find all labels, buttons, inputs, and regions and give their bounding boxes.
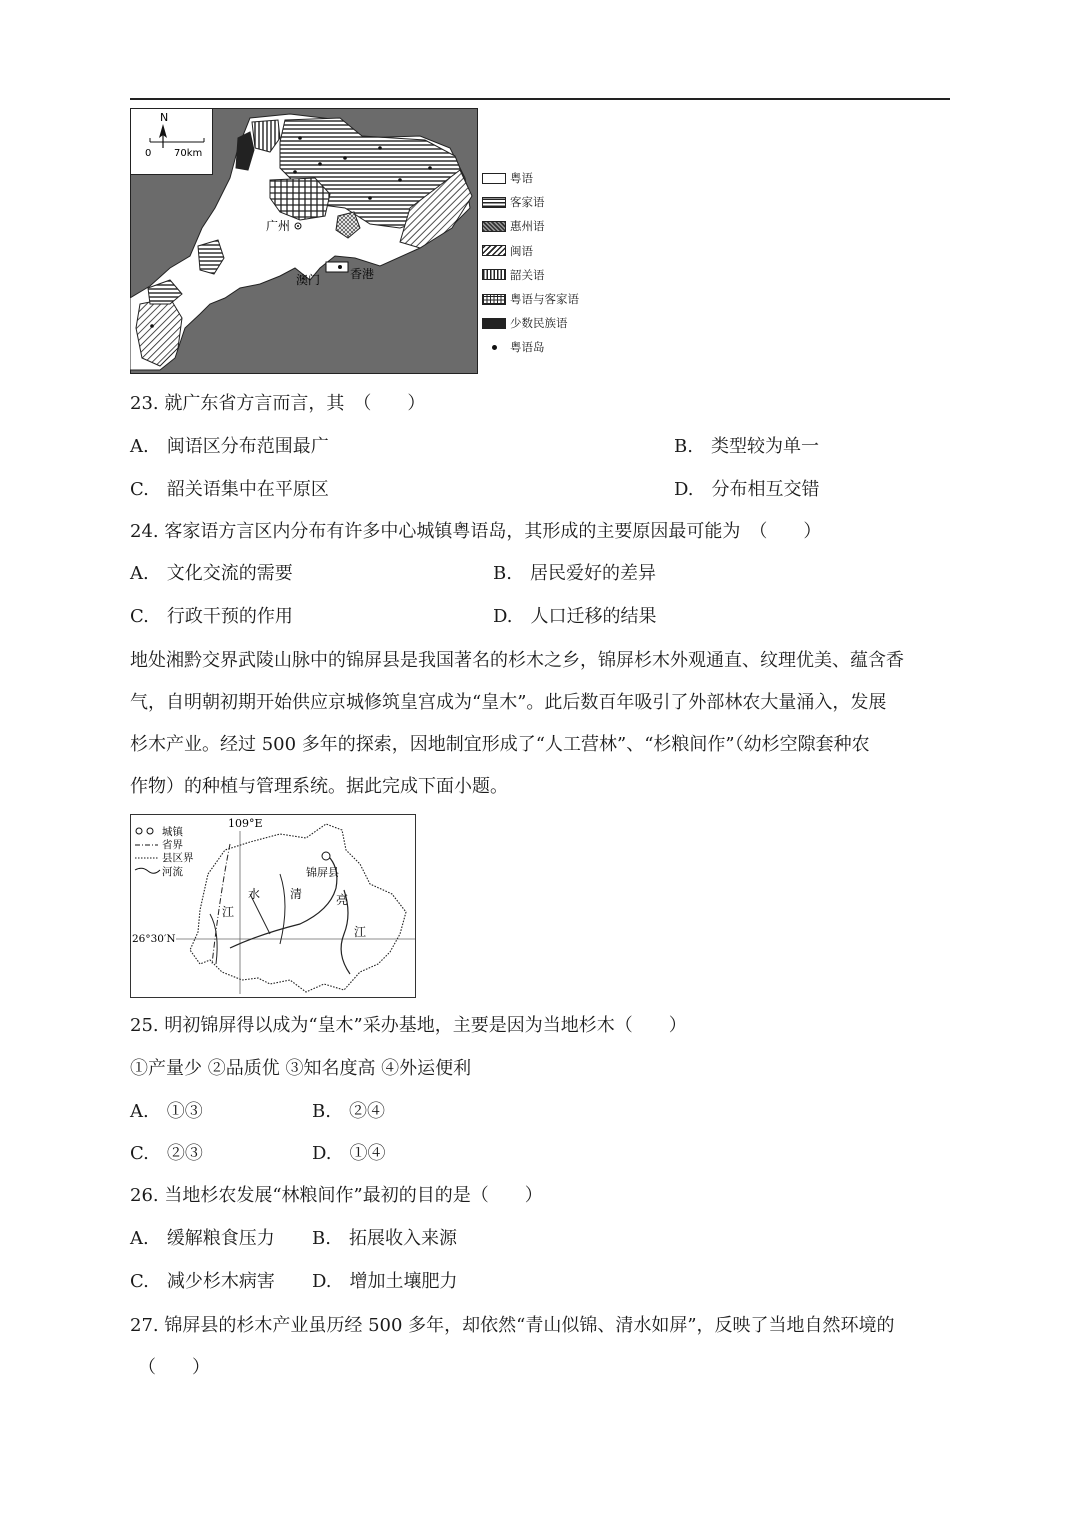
river-char: 清 [290,887,303,901]
river-char: 亮 [336,893,349,907]
q23-stem: 23. 就广东省方言而言，其 （ ） [130,393,426,414]
passage-line-1: 地处湘黔交界武陵山脉中的锦屏县是我国著名的杉木之乡，锦屏杉木外观通直、纹理优美、蕴含香 [130,650,904,671]
legend-label: 少数民族语 [510,316,568,331]
q26-option-b[interactable]: B. 拓展收入来源 [312,1228,457,1249]
q26-stem: 26. 当地杉农发展“林粮间作”最初的目的是（ ） [130,1185,543,1206]
legend-label: 粤语 [510,171,533,186]
q25-stem: 25. 明初锦屏得以成为“皇木”采办基地，主要是因为当地杉木（ ） [130,1015,687,1036]
jinping-county-map [130,814,416,998]
legend-item [482,214,612,238]
q24-option-d[interactable]: D. 人口迁移的结果 [493,606,657,627]
passage-line-4: 作物）的种植与管理系统。据此完成下面小题。 [130,776,508,797]
legend-label: 惠州语 [510,219,545,234]
swatch-shaoguan [482,269,506,280]
swatch-minority [482,318,506,329]
swatch-island-dot [482,345,506,350]
river-char: 江 [354,925,367,939]
guangdong-dialect-map [130,108,478,374]
q23-option-c[interactable]: C. 韶关语集中在平原区 [130,479,329,500]
legend-label: 闽语 [510,243,533,258]
river-char: 江 [222,905,235,919]
swatch-hakka [482,197,506,208]
q23-option-d[interactable]: D. 分布相互交错 [674,479,820,500]
q25-items: ①产量少 ②品质优 ③知名度高 ④外运便利 [130,1058,472,1079]
passage-line-3: 杉木产业。经过 500 多年的探索，因地制宜形成了“人工营林”、“杉粮间作”（幼杉空隙套种农 [130,734,870,755]
latitude-label: 26°30′N [132,933,176,945]
legend-label: 客家语 [510,195,545,210]
north-label: N [160,111,169,124]
legend-town: 城镇 [162,826,183,838]
legend-item [482,190,612,214]
swatch-huizhou [482,221,506,232]
q23-option-a[interactable]: A. 闽语区分布范围最广 [130,436,329,457]
q25-option-d[interactable]: D. ①④ [312,1143,386,1164]
dialect-legend [482,166,612,360]
swatch-min [482,245,506,256]
q26-option-d[interactable]: D. 增加土壤肥力 [312,1271,458,1292]
city-guangzhou: 广州 [266,219,291,233]
scale-zero: 0 [145,148,152,159]
header-rule [130,98,950,100]
swatch-cantonese [482,173,506,184]
q24-option-c[interactable]: C. 行政干预的作用 [130,606,293,627]
legend-label: 粤语与客家语 [510,292,579,307]
legend-label: 韶关语 [510,267,545,282]
legend-item [482,287,612,311]
city-hongkong: 香港 [350,267,375,281]
legend-item [482,311,612,335]
q27-stem: 27. 锦屏县的杉木产业虽历经 500 多年，却依然“青山似锦、清水如屏”，反映了当地自然环境的 [130,1315,895,1336]
legend-label: 粤语岛 [510,340,545,355]
city-macau: 澳门 [296,273,321,287]
q24-option-b[interactable]: B. 居民爱好的差异 [493,563,656,584]
q24-stem: 24. 客家语方言区内分布有许多中心城镇粤语岛，其形成的主要原因最可能为 （ ） [130,521,822,542]
county-name: 锦屏县 [306,866,339,879]
q27-answer-blank: （ ） [138,1357,210,1378]
passage-line-2: 气，自明朝初期开始供应京城修筑皇宫成为“皇木”。此后数百年吸引了外部林农大量涌入，发展 [130,692,887,713]
q25-option-a[interactable]: A. ①③ [130,1101,203,1122]
q25-option-c[interactable]: C. ②③ [130,1143,203,1164]
legend-item [482,263,612,287]
scale-label: 70km [174,148,203,159]
jinping-town-marker [322,852,330,860]
q26-option-a[interactable]: A. 缓解粮食压力 [130,1228,275,1249]
q26-option-c[interactable]: C. 减少杉木病害 [130,1271,275,1292]
legend-item [482,166,612,190]
legend-county: 县区界 [162,852,194,864]
q23-option-b[interactable]: B. 类型较为单一 [674,436,819,457]
legend-item [482,239,612,263]
longitude-label: 109°E [228,817,263,830]
legend-item [482,335,612,359]
q24-option-a[interactable]: A. 文化交流的需要 [130,563,293,584]
legend-province: 省界 [162,839,183,851]
river-char: 水 [248,887,261,901]
legend-river: 河流 [162,866,183,878]
swatch-yue-hakka [482,294,506,305]
q25-option-b[interactable]: B. ②④ [312,1101,385,1122]
